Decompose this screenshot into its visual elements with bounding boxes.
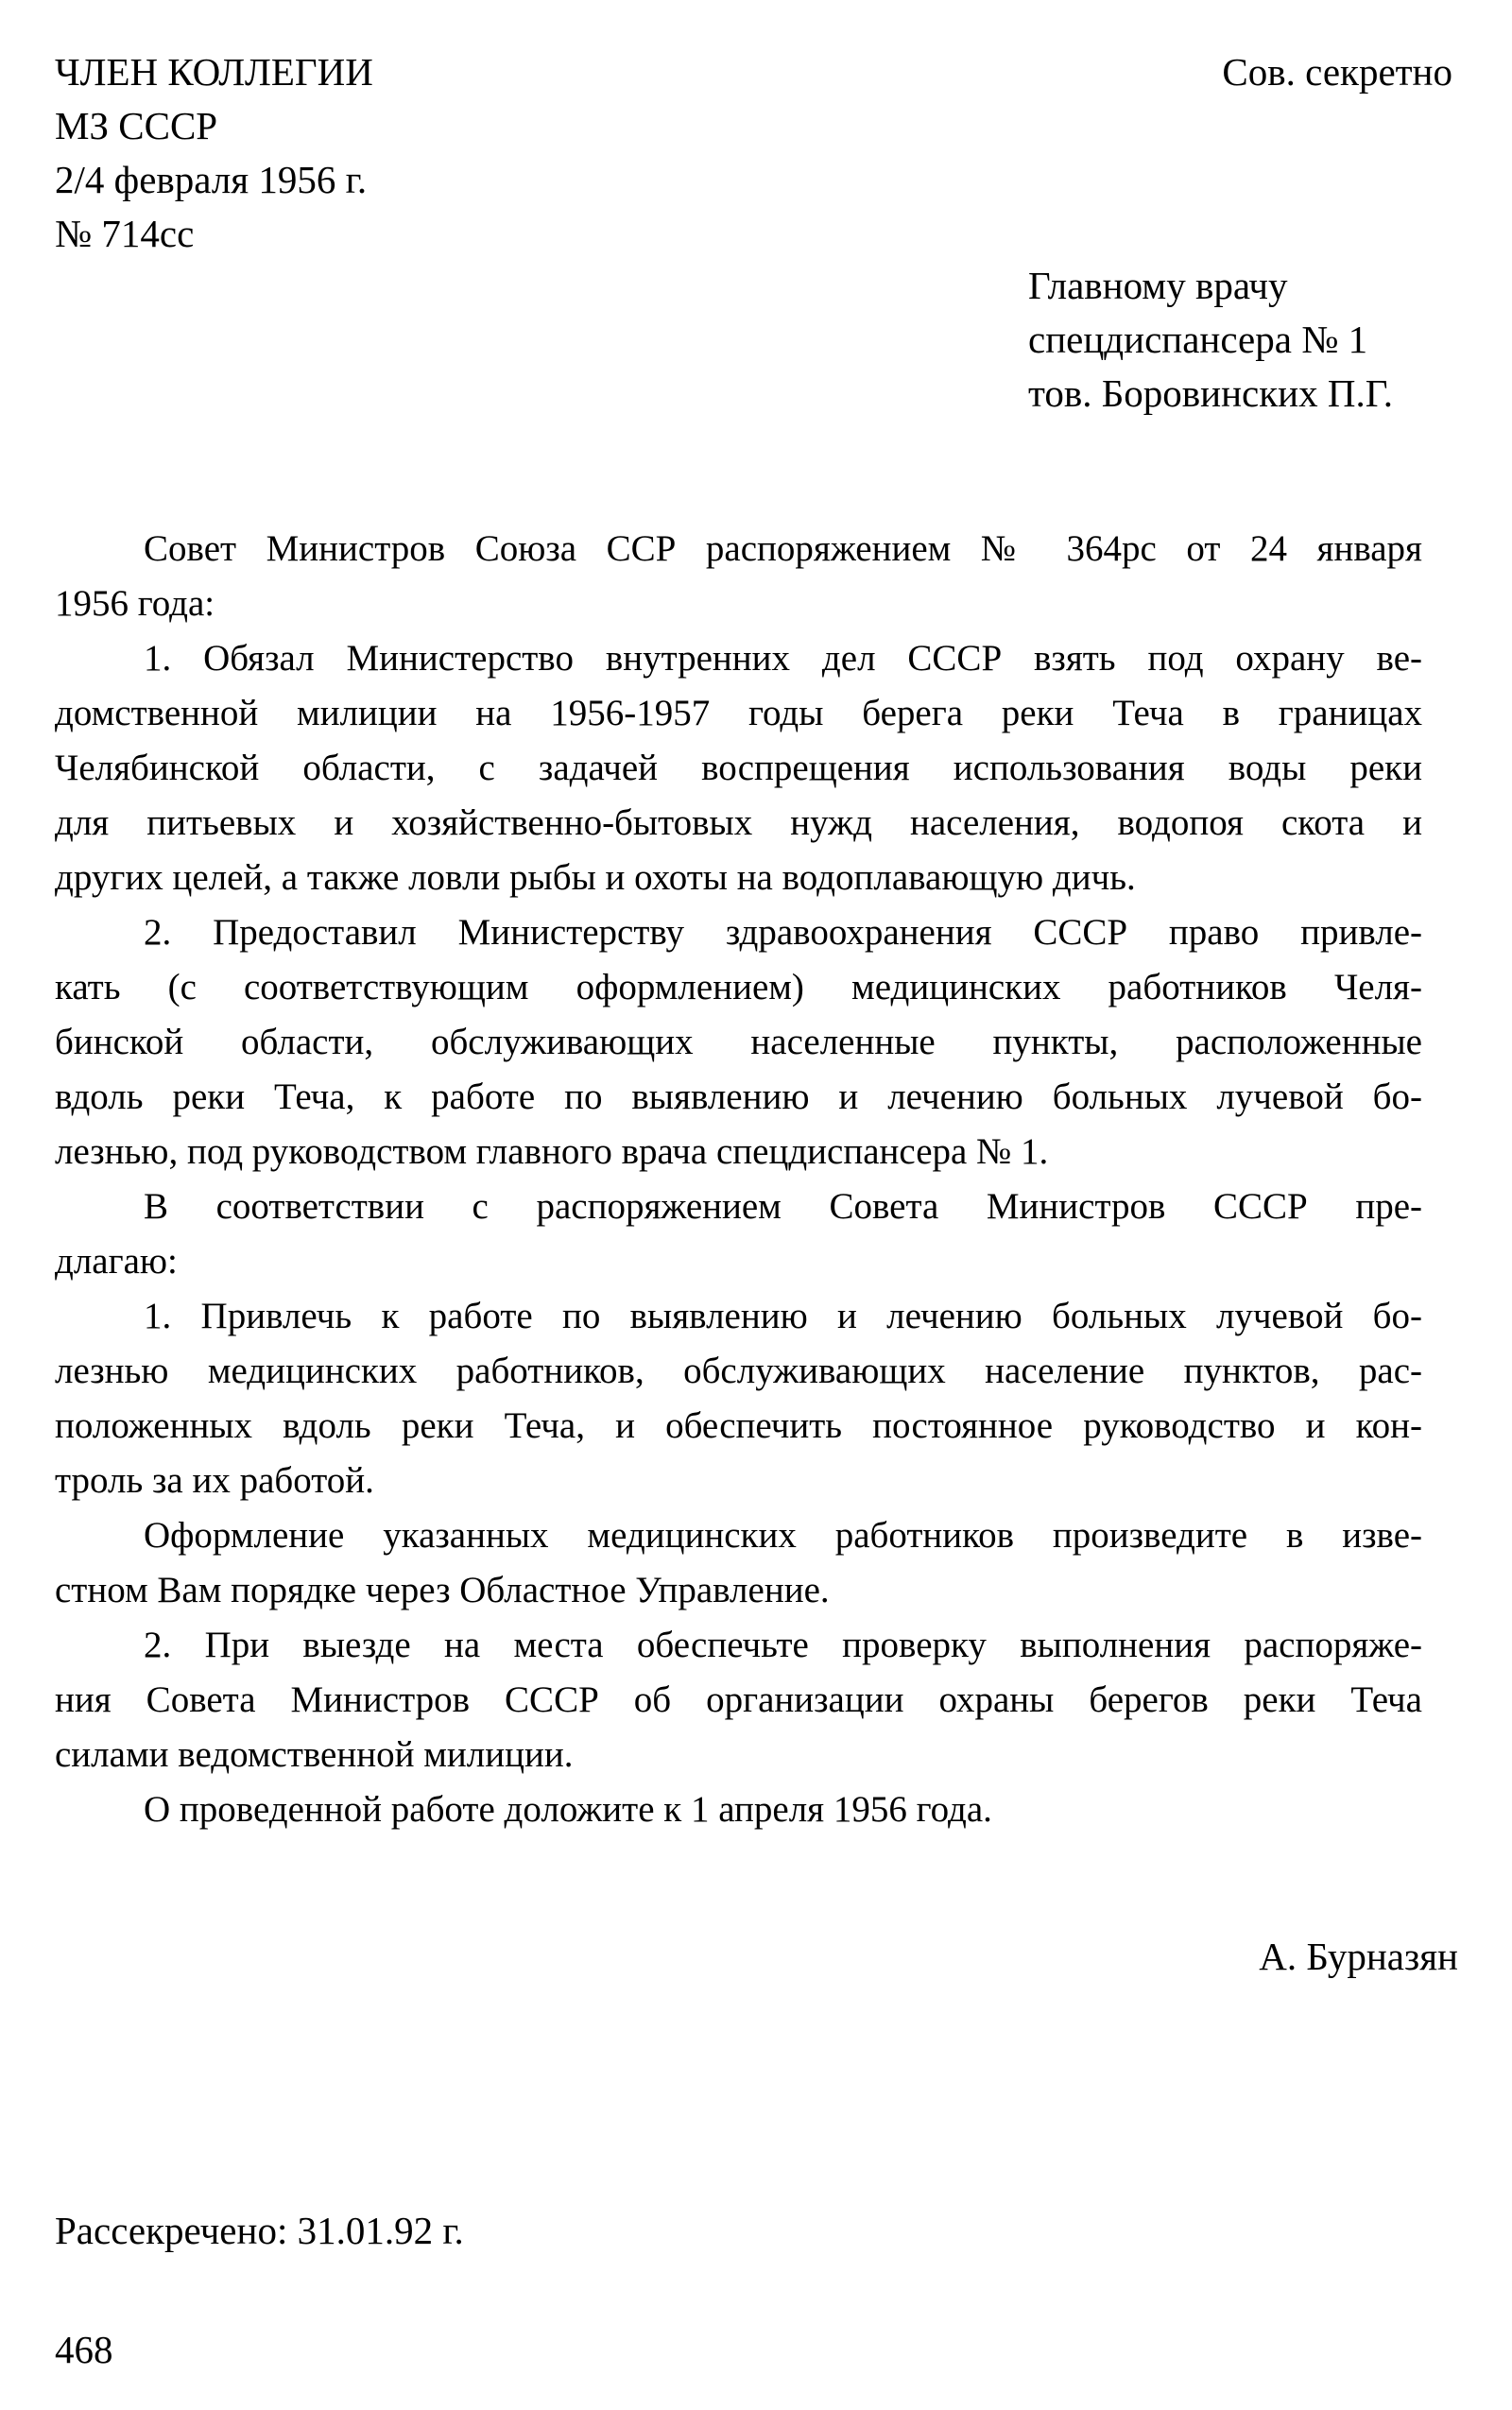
body-line: стном Вам порядке через Областное Управление. bbox=[55, 1570, 830, 1610]
recipient-block bbox=[1028, 259, 1393, 421]
classification-label: Сов. секретно bbox=[1222, 50, 1452, 94]
sender-line: ЧЛЕН КОЛЛЕГИИ bbox=[55, 50, 373, 94]
body-text bbox=[55, 522, 1422, 1837]
body-line: троль за их работой. bbox=[55, 1460, 374, 1501]
body-line: для питьевых и хозяйственно-бытовых нужд населения, водопоя скота и bbox=[55, 802, 1422, 843]
sender-line: 2/4 февраля 1956 г. bbox=[55, 158, 368, 201]
body-line: Челябинской области, с задачей воспрещения использования воды реки bbox=[55, 748, 1422, 788]
body-line: других целей, а также ловли рыбы и охоты на водоплавающую дичь. bbox=[55, 857, 1136, 898]
sender-line: № 714сс bbox=[55, 212, 195, 255]
page-number: 468 bbox=[55, 2328, 113, 2371]
recipient-line: тов. Боровинских П.Г. bbox=[1028, 371, 1394, 415]
body-line: ния Совета Министров СССР об организации охраны берегов реки Теча bbox=[55, 1679, 1422, 1720]
sender-line: МЗ СССР bbox=[55, 104, 218, 147]
body-line: О проведенной работе доложите к 1 апреля 1956 года. bbox=[144, 1789, 992, 1830]
body-line: В соответствии с распоряжением Совета Министров СССР пре- bbox=[144, 1186, 1422, 1227]
recipient-line: Главному врачу bbox=[1028, 264, 1288, 307]
body-line: Оформление указанных медицинских работников произведите в изве- bbox=[144, 1515, 1422, 1556]
declassified-note: Рассекречено: 31.01.92 г. bbox=[55, 2209, 464, 2252]
signature: А. Бурназян bbox=[1259, 1935, 1458, 1978]
body-line: 2. При выезде на места обеспечьте проверку выполнения распоряже- bbox=[144, 1625, 1422, 1665]
body-line: длагаю: bbox=[55, 1241, 178, 1282]
body-line: силами ведомственной милиции. bbox=[55, 1734, 574, 1775]
body-line: 1956 года: bbox=[55, 583, 215, 624]
body-line: лезнью медицинских работников, обслуживающих население пунктов, рас- bbox=[55, 1351, 1422, 1391]
body-line: 1. Обязал Министерство внутренних дел СССР взять под охрану ве- bbox=[144, 638, 1422, 679]
recipient-line: спецдиспансера № 1 bbox=[1028, 318, 1368, 361]
body-line: 1. Привлечь к работе по выявлению и лечению больных лучевой бо- bbox=[144, 1296, 1422, 1336]
body-line: лезнью, под руководством главного врача спецдиспансера № 1. bbox=[55, 1131, 1049, 1172]
body-line: домственной милиции на 1956-1957 годы берега реки Теча в границах bbox=[55, 693, 1422, 733]
body-line: Совет Министров Союза ССР распоряжением № 364рс от 24 января bbox=[144, 528, 1422, 569]
body-line: вдоль реки Теча, к работе по выявлению и лечению больных лучевой бо- bbox=[55, 1076, 1422, 1117]
body-line: положенных вдоль реки Теча, и обеспечить постоянное руководство и кон- bbox=[55, 1405, 1422, 1446]
body-line: кать (с соответствующим оформлением) медицинских работников Челя- bbox=[55, 967, 1422, 1007]
body-line: 2. Предоставил Министерству здравоохранения СССР право привле- bbox=[144, 912, 1422, 953]
body-line: бинской области, обслуживающих населенные пункты, расположенные bbox=[55, 1022, 1422, 1062]
sender-block bbox=[55, 45, 373, 261]
